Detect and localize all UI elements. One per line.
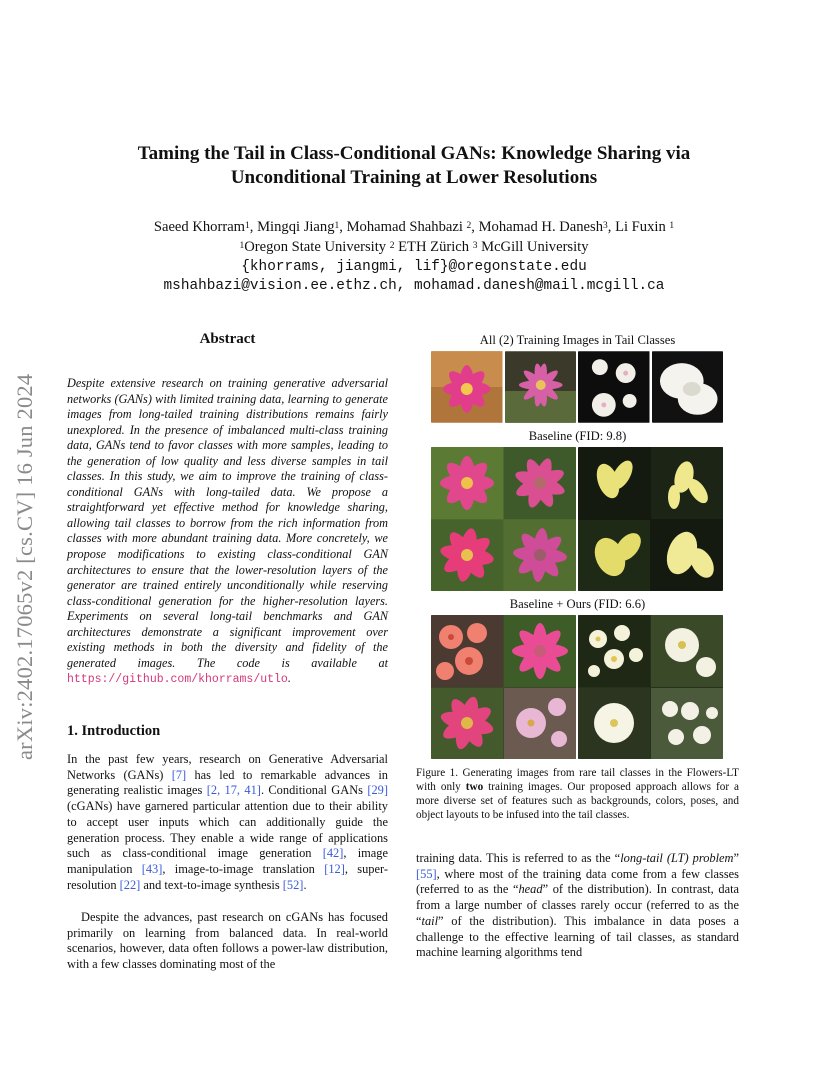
author-name: Saeed Khorram xyxy=(153,219,246,235)
author-affil-sup: 1 xyxy=(245,221,250,231)
abstract-end: . xyxy=(287,671,291,686)
title-line-2: Unconditional Training at Lower Resolutions xyxy=(230,167,598,188)
text-span: , image manipulation xyxy=(67,846,388,876)
affil-sup: 2 xyxy=(389,241,395,251)
italic-term: tail xyxy=(421,913,439,928)
abstract-heading: Abstract xyxy=(199,331,256,347)
baseline-yellow-flowers-image xyxy=(578,447,723,591)
white-orchid-image xyxy=(652,351,724,423)
text-span: , super-resolution xyxy=(67,861,388,892)
italic-term: head xyxy=(518,882,543,897)
affil-name: McGill University xyxy=(477,239,589,255)
abstract-body xyxy=(67,376,388,688)
ours-pink-flowers-image xyxy=(431,615,576,759)
author-affil-sup: 1 xyxy=(334,221,340,231)
pink-flower-image xyxy=(431,351,503,423)
author-name: , Li Fuxin xyxy=(607,219,670,235)
figure-row-title: Baseline (FID: 9.8) xyxy=(528,429,627,443)
citation-link[interactable]: [12] xyxy=(324,861,345,876)
affil-sup: 3 xyxy=(472,241,478,251)
citation-link[interactable]: [55] xyxy=(416,866,437,881)
caption-text: Figure 1. Generating images from rare tail classes in the Flowers-LT with only xyxy=(416,767,739,794)
figure-row-title: Baseline + Ours (FID: 6.6) xyxy=(509,597,646,611)
baseline-pink-flowers-image xyxy=(431,447,576,591)
author-list xyxy=(90,218,738,237)
caption-text: training images. Our proposed approach allows for a more diverse set of features such as backgrounds, colors, poses, and object layouts to be infused into the tail classes. xyxy=(416,781,739,822)
text-span: has led to remarkable advances in generating realistic images xyxy=(67,767,388,798)
ours-white-flowers-image xyxy=(578,615,723,759)
text-span: ” of the distribution). In contrast, data from a large number of classes rarely occur (referred to as the “ xyxy=(416,882,740,928)
author-affil-sup: 1 xyxy=(669,221,675,231)
author-affil-sup: 3 xyxy=(603,221,608,231)
text-span: ” of the distribution). This imbalance in data poses a challenge to the effective learning of tail classes, as standard machine learning algorithms tend xyxy=(416,913,739,960)
text-span: training data. This is referred to as the “ xyxy=(416,851,621,865)
citation-link[interactable]: [43] xyxy=(141,861,163,876)
title-line-1: Taming the Tail in Class-Conditional GANs: Knowledge Sharing via xyxy=(137,143,691,164)
affil-name: ETH Zürich xyxy=(394,239,473,255)
text-span: . xyxy=(303,877,307,892)
text-span: Despite the advances, past research on cGANs has focused primarily on learning from balanced data. In real-world scenarios, however, data often follows a power-law distribution, with a few classes dominating most of the xyxy=(67,910,388,972)
intro-heading: 1. Introduction xyxy=(67,723,161,739)
caption-bold: two xyxy=(465,781,484,794)
text-span: , where most of the training data come from a few classes (referred to as the “ xyxy=(416,866,739,897)
citation-link[interactable]: [22] xyxy=(119,877,141,892)
text-span: . Conditional GANs xyxy=(260,783,368,798)
abstract-text: Despite extensive research on training generative adversarial networks (GANs) with limited training data, learning to generate images from long-tailed training distributions remains fairly unexplored. In the presence of imbalanced multi-class training data, GANs tend to favor classes with more samples, leading to the generation of low quality and less diverse samples in tail classes. In this study, we aim to improve the training of class-conditional GANs with long-tailed data. We propose a straightforward yet effective method for knowledge sharing, allowing tail classes to borrow from the rich information from classes with more abundant training data. More concretely, we propose modifications to existing class-conditional GAN architectures to ensure that the lower-resolution layers of the generator are trained entirely unconditionally while reserving class-conditional generation for the higher-resolution layers. Experiments on several long-tail benchmarks and GAN architectures demonstrate a significant improvement over existing methods in both the diversity and fidelity of the generated images. The code is available at xyxy=(67,376,388,670)
author-name: , Mohamad Shahbazi xyxy=(339,219,467,235)
arxiv-stamp: arXiv:2402.17065v2 [cs.CV] 16 Jun 2024 xyxy=(12,373,37,760)
citation-link[interactable]: [7] xyxy=(171,767,187,782)
figure-row-title: All (2) Training Images in Tail Classes xyxy=(479,333,676,347)
affiliation-line xyxy=(90,238,738,257)
intro-paragraph-2 xyxy=(67,910,388,973)
author-name: , Mohamad H. Danesh xyxy=(471,219,604,235)
ours-images-row xyxy=(431,615,723,759)
figure-1 xyxy=(416,332,739,759)
baseline-images-row xyxy=(431,447,723,591)
text-span: In the past few years, research on Generative Adversarial Networks (GANs) xyxy=(67,752,388,782)
email-line-1: {khorrams, jiangmi, lif}@oregonstate.edu xyxy=(241,259,587,275)
right-column-paragraph xyxy=(416,851,739,961)
pink-flower-image xyxy=(505,351,577,423)
figure-caption xyxy=(416,766,739,822)
text-span: ” xyxy=(733,851,740,865)
email-line-2: mshahbazi@vision.ee.ethz.ch, mohamad.danesh@mail.mcgill.ca xyxy=(163,278,665,294)
citation-link[interactable]: [2, 17, 41] xyxy=(206,783,261,798)
white-orchid-image xyxy=(578,351,650,423)
training-images-row xyxy=(431,351,723,423)
affil-sup: 1 xyxy=(239,241,245,251)
affil-name: Oregon State University xyxy=(244,239,390,255)
code-link[interactable]: https://github.com/khorrams/utlo xyxy=(67,673,288,687)
citation-link[interactable]: [42] xyxy=(322,846,344,861)
text-span: , image-to-image translation xyxy=(162,861,325,876)
text-span: (cGANs) have garnered particular attention due to their ability to accept user inputs which can additionally guide the generation process. They enable a wide range of applications such as class-conditional image generation xyxy=(67,799,388,861)
author-affil-sup: 2 xyxy=(466,221,472,231)
paper-title xyxy=(100,142,728,190)
intro-paragraph-1 xyxy=(67,752,388,893)
text-span: and text-to-image synthesis xyxy=(140,877,283,892)
citation-link[interactable]: [52] xyxy=(282,877,304,892)
citation-link[interactable]: [29] xyxy=(367,783,388,798)
italic-term: long-tail (LT) problem xyxy=(620,851,734,865)
author-name: , Mingqi Jiang xyxy=(249,219,335,235)
